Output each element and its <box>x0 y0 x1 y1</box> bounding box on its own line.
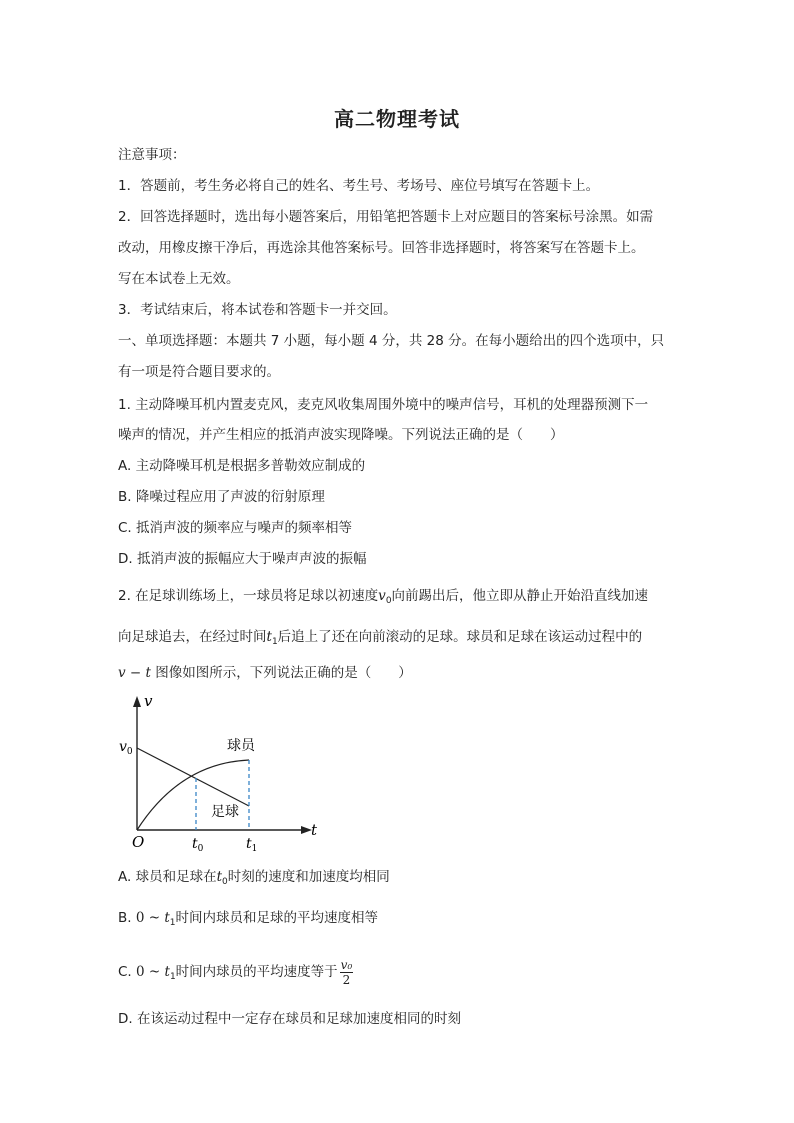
q2-v0-symbol: v <box>378 588 386 604</box>
notice-heading: 注意事项： <box>118 147 186 163</box>
notice-item-1: 1．答题前，考生务必将自己的姓名、考生号、考场号、座位号填写在答题卡上。 <box>118 178 600 194</box>
q2-option-a-sub: 0 <box>222 877 228 887</box>
ball-velocity-line <box>137 748 249 806</box>
v0-label: $v_0$ <box>119 739 133 757</box>
q2-option-a <box>118 868 390 891</box>
q1-option-a: A. 主动降噪耳机是根据多普勒效应制成的 <box>118 458 366 474</box>
q2-stem-text: 图像如图所示，下列说法正确的是（ ） <box>150 665 412 681</box>
q2-option-a-t: t <box>216 869 223 885</box>
q2-option-c-range: 0 ~ <box>136 964 165 980</box>
q2-option-d: D. 在该运动过程中一定存在球员和足球加速度相同的时刻 <box>118 1011 461 1027</box>
t1-label: $t_1$ <box>246 836 258 854</box>
q2-v0-subscript: 0 <box>385 596 392 606</box>
v0-over-2-fraction <box>340 958 354 987</box>
ball-label: 足球 <box>211 804 239 820</box>
q2-t1-subscript: 1 <box>271 637 278 647</box>
q1-option-d: D. 抵消声波的振幅应大于噪声声波的振幅 <box>118 551 367 567</box>
player-label: 球员 <box>227 738 255 754</box>
section-heading-line-2: 有一项是符合题目要求的。 <box>118 364 280 380</box>
q2-vt-math: v − t <box>118 665 151 681</box>
notice-item-2-line-2: 改动，用橡皮擦干净后，再选涂其他答案标号。回答非选择题时，将答案写在答题卡上。 <box>118 240 645 256</box>
q1-option-b: B. 降噪过程应用了声波的衍射原理 <box>118 489 325 505</box>
page-title: 高二物理考试 <box>334 107 460 131</box>
q2-option-b-text: B. <box>118 910 136 926</box>
q2-stem-line-3 <box>118 664 412 682</box>
notice-item-3: 3．考试结束后，将本试卷和答题卡一并交回。 <box>118 302 397 318</box>
q1-stem-line-2: 噪声的情况，并产生相应的抵消声波实现降噪。下列说法正确的是（ ） <box>118 427 564 443</box>
origin-label: O <box>132 833 145 851</box>
x-axis-label: t <box>311 821 318 839</box>
q2-option-a-text: A. 球员和足球在 <box>118 869 217 885</box>
q1-option-c: C. 抵消声波的频率应与噪声的频率相等 <box>118 520 353 536</box>
q2-option-b-range: 0 ~ <box>135 910 165 926</box>
notice-item-2-line-3: 写在本试卷上无效。 <box>118 271 240 287</box>
q2-option-b-text: 时间内球员和足球的平均速度相等 <box>175 910 379 926</box>
q2-option-c-text: 时间内球员的平均速度等于 <box>175 964 338 980</box>
y-axis-arrow <box>133 696 141 707</box>
q2-option-b <box>118 909 378 932</box>
q2-option-a-text: 时刻的速度和加速度均相同 <box>227 869 390 885</box>
vt-graph <box>110 688 360 858</box>
q2-stem-text: 后追上了还在向前滚动的足球。球员和足球在该运动过程中的 <box>277 629 643 645</box>
q2-t1-symbol: t <box>266 629 272 645</box>
t0-label: $t_0$ <box>192 836 204 854</box>
q2-option-c-sub: 1 <box>169 972 176 982</box>
q2-stem-text: 向前踢出后，他立即从静止开始沿直线加速 <box>391 588 649 604</box>
fraction-numerator: v₀ <box>340 957 353 972</box>
q2-option-c-t: t <box>164 964 170 980</box>
q1-stem-line-1: 1. 主动降噪耳机内置麦克风，麦克风收集周围外境中的噪声信号，耳机的处理器预测下一 <box>118 397 649 413</box>
y-axis-label: v <box>144 692 153 710</box>
q2-stem-text: 2. 在足球训练场上，一球员将足球以初速度 <box>118 588 379 604</box>
q2-stem-line-2 <box>118 628 642 651</box>
notice-item-2-line-1: 2．回答选择题时，选出每小题答案后，用铅笔把答题卡上对应题目的答案标号涂黑。如需 <box>118 209 654 225</box>
q2-option-b-t: t <box>164 910 170 926</box>
q2-option-c-text: C. <box>118 964 137 980</box>
fraction-denominator: 2 <box>342 972 351 987</box>
q2-stem-text: 向足球追去，在经过时间 <box>118 629 267 645</box>
q2-option-b-sub: 1 <box>169 918 176 928</box>
q2-option-c <box>118 955 353 994</box>
q2-stem-line-1 <box>118 587 648 610</box>
section-heading-line-1: 一、单项选择题：本题共 7 小题，每小题 4 分，共 28 分。在每小题给出的四个选项中，只 <box>118 333 665 349</box>
